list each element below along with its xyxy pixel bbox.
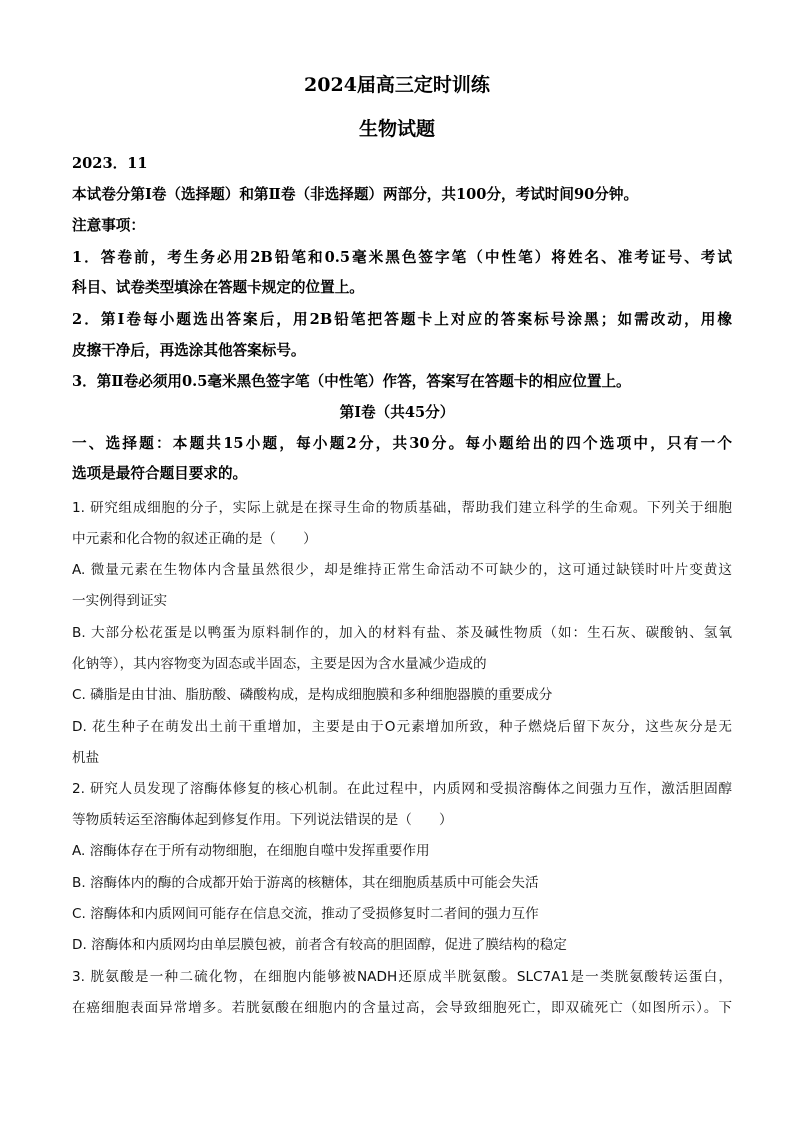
question-2-option-d: D. 溶酶体和内质网均由单层膜包被，前者含有较高的胆固醇，促进了膜结构的稳定 — [72, 937, 567, 953]
question-1-option-b: B. 大部分松花蛋是以鸭蛋为原料制作的，加入的材料有盐、茶及碱性物质（如：生石灰、碳酸钠、氢氧 — [72, 625, 732, 641]
question-2-option-b: B. 溶酶体内的酶的合成都开始于游离的核糖体，其在细胞质基质中可能会失活 — [72, 875, 539, 891]
notice-line: 2．第Ⅰ卷每小题选出答案后，用2B铅笔把答题卡上对应的答案标号涂黑；如需改动，用橡 — [72, 311, 732, 328]
notice-line: 1．答卷前，考生务必用2B铅笔和0.5毫米黑色签字笔（中性笔）将姓名、准考证号、考试 — [72, 249, 732, 266]
question-1-option-d: D. 花生种子在萌发出土前干重增加，主要是由于O元素增加所致，种子燃烧后留下灰分，这些灰分是无 — [72, 719, 732, 735]
question-1-stem: 1. 研究组成细胞的分子，实际上就是在探寻生命的物质基础，帮助我们建立科学的生命观。下列关于细胞 — [72, 500, 732, 516]
question-2-option-a: A. 溶酶体存在于所有动物细胞，在细胞自噬中发挥重要作用 — [72, 843, 430, 859]
exam-date: 2023．11 — [72, 155, 148, 172]
part-heading: 选项是最符合题目要求的。 — [72, 465, 248, 482]
exam-title: 2024届高三定时训练 — [304, 74, 490, 96]
question-3-stem: 3. 胱氨酸是一种二硫化物，在细胞内能够被NADH还原成半胱氨酸。SLC7A1是一类胱氨酸转运蛋白， — [72, 969, 732, 985]
question-2-option-c: C. 溶酶体和内质网间可能存在信息交流，推动了受损修复时二者间的强力互作 — [72, 906, 539, 922]
notice-line: 3．第Ⅱ卷必须用0.5毫米黑色签字笔（中性笔）作答，答案写在答题卡的相应位置上。 — [72, 373, 631, 390]
question-1-option-c: C. 磷脂是由甘油、脂肪酸、磷酸构成，是构成细胞膜和多种细胞器膜的重要成分 — [72, 687, 553, 703]
question-3-stem: 在癌细胞表面异常增多。若胱氨酸在细胞内的含量过高，会导致细胞死亡，即双硫死亡（如图所示）。下 — [72, 1000, 732, 1016]
question-2-stem: 等物质转运至溶酶体起到修复作用。下列说法错误的是（ ） — [72, 812, 453, 828]
exam-summary: 本试卷分第Ⅰ卷（选择题）和第Ⅱ卷（非选择题）两部分，共100分，考试时间90分钟。 — [72, 186, 639, 203]
notice-heading: 注意事项： — [72, 217, 145, 234]
question-2-stem: 2. 研究人员发现了溶酶体修复的核心机制。在此过程中，内质网和受损溶酶体之间强力互作，激活胆固醇 — [72, 781, 732, 797]
notice-line: 科目、试卷类型填涂在答题卡规定的位置上。 — [72, 279, 364, 296]
question-1-option-d: 机盐 — [72, 750, 100, 766]
question-1-option-b: 化钠等），其内容物变为固态或半固态，主要是因为含水量减少造成的 — [72, 656, 487, 672]
part-heading: 一、选择题：本题共15小题，每小题2分，共30分。每小题给出的四个选项中，只有一个 — [72, 435, 732, 452]
question-1-option-a: A. 微量元素在生物体内含量虽然很少，却是维持正常生命活动不可缺少的，这可通过缺镁时叶片变黄这 — [72, 562, 732, 578]
question-1-option-a: 一实例得到证实 — [72, 593, 168, 609]
exam-subject: 生物试题 — [358, 118, 435, 140]
question-1-stem: 中元素和化合物的叙述正确的是（ ） — [72, 531, 317, 547]
notice-line: 皮擦干净后，再选涂其他答案标号。 — [72, 342, 306, 359]
section-heading: 第Ⅰ卷（共45分） — [339, 404, 455, 421]
